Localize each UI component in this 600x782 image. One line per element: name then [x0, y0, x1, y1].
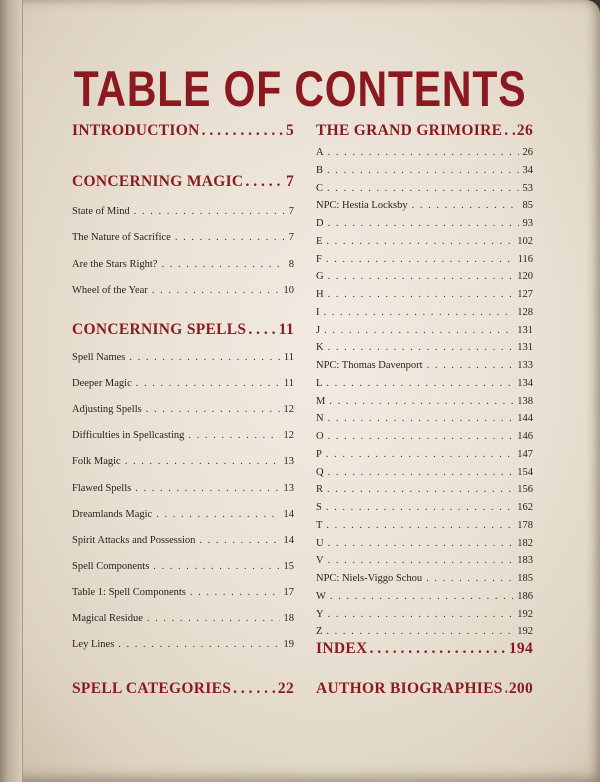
toc-entry-page-number: 13 — [283, 482, 294, 494]
toc-entry-leader-dots — [326, 236, 513, 247]
toc-entry-label: B — [316, 164, 324, 176]
toc-entry-label: N — [316, 413, 324, 425]
toc-entry[interactable] — [316, 467, 533, 478]
toc-entry-leader-dots — [324, 307, 514, 318]
toc-entry-leader-dots — [146, 404, 280, 415]
toc-entry-leader-dots — [135, 483, 279, 494]
toc-entry-label: Difficulties in Spellcasting — [72, 430, 185, 442]
toc-entry-label: S — [316, 502, 322, 513]
toc-entry[interactable] — [72, 587, 294, 598]
toc-entry-label: Adjusting Spells — [72, 404, 142, 416]
toc-entry-label: Deeper Magic — [72, 378, 132, 390]
toc-entry-label: D — [316, 218, 324, 229]
toc-entry-label: Y — [316, 608, 324, 620]
toc-entry[interactable] — [72, 535, 294, 546]
toc-entry-page-number: 131 — [517, 324, 533, 336]
toc-entry-label: Flawed Spells — [72, 482, 132, 494]
toc-entry-label: K — [316, 342, 324, 354]
toc-entry-page-number: 11 — [283, 378, 294, 390]
toc-entry[interactable] — [316, 307, 533, 318]
toc-entry-page-number: 162 — [517, 502, 533, 513]
toc-entry-leader-dots — [328, 555, 514, 566]
toc-entry-label: NPC: Hestia Locksby — [316, 200, 408, 212]
toc-entry-leader-dots — [328, 609, 514, 620]
toc-entry-page-number: 12 — [283, 430, 294, 442]
toc-entry-page-number: 19 — [283, 639, 294, 651]
toc-entry-leader-dots — [328, 431, 514, 442]
toc-entry-label: Q — [316, 466, 324, 478]
toc-entry-label: T — [316, 519, 323, 531]
toc-entry-page-number: 127 — [517, 289, 533, 300]
toc-entry[interactable] — [72, 232, 294, 243]
page-spine-edge — [0, 0, 23, 782]
toc-entry[interactable] — [316, 555, 533, 566]
toc-entry[interactable] — [316, 147, 533, 158]
toc-entry[interactable] — [316, 289, 533, 300]
toc-entry-label: Dreamlands Magic — [72, 508, 153, 520]
toc-section-grand-grimoire[interactable]: THE GRAND GRIMOIRE . . . 26 — [316, 122, 533, 140]
toc-entry-leader-dots — [427, 360, 514, 371]
toc-entry-page-number: 134 — [517, 377, 533, 389]
toc-section-spell-categories[interactable]: SPELL CATEGORIES . . . 22 — [72, 680, 294, 698]
toc-entry[interactable] — [316, 378, 533, 389]
toc-entry[interactable] — [72, 639, 294, 650]
toc-entry-label: NPC: Thomas Davenport — [316, 360, 423, 371]
toc-entry-leader-dots — [161, 259, 284, 270]
toc-entry-label: R — [316, 484, 324, 496]
toc-entry-leader-dots — [152, 285, 280, 296]
toc-entry-page-number: 26 — [522, 147, 533, 158]
toc-entry-page-number: 192 — [517, 608, 533, 620]
toc-entry-page-number: 147 — [517, 448, 533, 460]
toc-entry-page-number: 186 — [517, 590, 533, 602]
toc-entry[interactable] — [316, 413, 533, 424]
toc-entry-label: F — [316, 253, 322, 265]
toc-entry-page-number: 17 — [283, 586, 294, 598]
toc-entry-label: Wheel of the Year — [72, 284, 148, 296]
toc-entry[interactable] — [72, 430, 294, 441]
toc-entry[interactable] — [316, 573, 533, 584]
toc-entry-leader-dots — [129, 352, 280, 363]
toc-entry-label: Z — [316, 626, 323, 638]
toc-entry[interactable] — [72, 378, 294, 389]
toc-entry[interactable] — [72, 352, 294, 363]
toc-entry-label: W — [316, 590, 326, 602]
toc-entry-leader-dots — [125, 456, 280, 467]
toc-entry-leader-dots — [190, 587, 280, 598]
toc-entry-leader-dots — [118, 639, 279, 650]
toc-entry[interactable] — [316, 218, 533, 229]
toc-entry[interactable] — [316, 484, 533, 495]
toc-entry-label: V — [316, 555, 324, 567]
toc-entry-label: Spirit Attacks and Possession — [72, 534, 196, 546]
toc-entry-label: G — [316, 271, 324, 283]
toc-entry-label: I — [316, 306, 320, 318]
toc-entry[interactable] — [72, 509, 294, 520]
toc-entry-page-number: 116 — [517, 253, 533, 265]
toc-entry[interactable] — [316, 165, 533, 176]
toc-entry-label: C — [316, 182, 324, 194]
toc-entry[interactable] — [72, 613, 294, 624]
toc-entry-leader-dots — [326, 254, 514, 265]
toc-entry-leader-dots — [412, 200, 519, 211]
toc-entry-page-number: 185 — [517, 573, 533, 584]
toc-entry-label: The Nature of Sacrifice — [72, 232, 171, 244]
toc-entry-page-number: 53 — [522, 182, 533, 194]
toc-entry-leader-dots — [326, 378, 513, 389]
toc-entry-label: Magical Residue — [72, 613, 143, 624]
toc-entry-page-number: 183 — [517, 555, 533, 567]
toc-entry-leader-dots — [329, 396, 513, 407]
toc-entry-leader-dots — [326, 520, 513, 531]
toc-entry-page-number: 144 — [517, 413, 533, 425]
toc-entry-page-number: 138 — [517, 395, 533, 407]
toc-entry-page-number: 156 — [517, 484, 533, 496]
toc-entry-label: Spell Names — [72, 352, 126, 363]
toc-section-index[interactable]: INDEX . . . 194 — [316, 640, 533, 658]
toc-section-author-biographies[interactable]: AUTHOR BIOGRAPHIES . . . 200 — [316, 680, 533, 698]
toc-entry-label: Ley Lines — [72, 639, 115, 651]
toc-entry-leader-dots — [324, 325, 513, 336]
toc-entry-page-number: 133 — [517, 360, 533, 371]
toc-entry-label: U — [316, 537, 324, 549]
toc-entry-page-number: 85 — [522, 200, 533, 212]
toc-entry-page-number: 14 — [283, 508, 294, 520]
toc-entry-label: L — [316, 377, 323, 389]
toc-entry[interactable] — [316, 325, 533, 336]
toc-left-column — [72, 122, 294, 712]
toc-entry[interactable] — [316, 200, 533, 211]
toc-entry-page-number: 13 — [283, 456, 294, 468]
toc-entry-page-number: 178 — [517, 519, 533, 531]
toc-entry-page-number: 154 — [517, 466, 533, 478]
toc-entry[interactable] — [72, 285, 294, 296]
toc-entry-leader-dots — [328, 413, 514, 424]
toc-entry-leader-dots — [134, 206, 285, 217]
toc-entry[interactable] — [72, 206, 294, 217]
toc-entry-page-number: 128 — [517, 306, 533, 318]
toc-entry-page-number: 192 — [517, 626, 533, 638]
toc-entry[interactable] — [316, 271, 533, 282]
toc-entry[interactable] — [316, 626, 533, 637]
toc-entry-page-number: 12 — [283, 404, 294, 416]
toc-entry-leader-dots — [328, 271, 514, 282]
toc-entry[interactable] — [72, 483, 294, 494]
toc-entry-page-number: 131 — [517, 342, 533, 354]
toc-entry[interactable] — [316, 449, 533, 460]
toc-entry-label: Are the Stars Right? — [72, 258, 158, 270]
toc-entry[interactable] — [316, 538, 533, 549]
toc-entry-page-number: 102 — [517, 235, 533, 247]
toc-entry[interactable] — [72, 404, 294, 415]
toc-entry[interactable] — [316, 609, 533, 620]
toc-entry-leader-dots — [328, 467, 514, 478]
toc-entry[interactable] — [316, 502, 533, 513]
toc-entry[interactable] — [316, 236, 533, 247]
toc-right-column — [316, 122, 533, 712]
toc-entry-leader-dots — [330, 591, 513, 602]
toc-entry-leader-dots — [328, 218, 519, 229]
toc-entry-leader-dots — [426, 573, 513, 584]
toc-entry-leader-dots — [326, 449, 513, 460]
toc-entry-leader-dots — [153, 561, 279, 572]
toc-entry-leader-dots — [199, 535, 279, 546]
toc-entry-page-number: 146 — [517, 431, 533, 442]
toc-entry-leader-dots — [327, 183, 518, 194]
toc-entry[interactable] — [72, 456, 294, 467]
toc-entry-label: Spell Components — [72, 560, 150, 572]
toc-entry-leader-dots — [328, 342, 514, 353]
toc-entry-page-number: 8 — [288, 258, 294, 270]
toc-entry-page-number: 182 — [517, 537, 533, 549]
toc-entry[interactable] — [316, 254, 533, 265]
toc-entry-leader-dots — [326, 502, 513, 513]
toc-entry-page-number: 14 — [283, 534, 294, 546]
toc-entry-leader-dots — [188, 430, 279, 441]
toc-entry-leader-dots — [328, 289, 514, 300]
toc-entry-label: Table 1: Spell Components — [72, 586, 186, 598]
toc-entry-leader-dots — [327, 484, 513, 495]
toc-entry-label: NPC: Niels-Viggo Schou — [316, 573, 423, 584]
page-title: TABLE OF CONTENTS — [73, 61, 527, 117]
toc-entry-leader-dots — [136, 378, 280, 389]
toc-entry-leader-dots — [326, 626, 513, 637]
toc-entry-label: P — [316, 448, 322, 460]
toc-entry[interactable] — [72, 561, 294, 572]
toc-entry-leader-dots — [175, 232, 285, 243]
toc-entry-page-number: 7 — [288, 232, 294, 244]
toc-entry-label: Folk Magic — [72, 456, 121, 468]
toc-entry-leader-dots — [328, 147, 519, 158]
toc-entry-page-number: 93 — [522, 218, 533, 229]
toc-entry-page-number: 7 — [288, 206, 294, 217]
toc-entry-label: State of Mind — [72, 206, 130, 217]
toc-section-concerning-magic[interactable]: CONCERNING MAGIC . . . 7 — [72, 173, 294, 191]
toc-section-introduction[interactable]: INTRODUCTION . . . 5 — [72, 122, 294, 140]
toc-entry-leader-dots — [147, 613, 280, 624]
toc-entry-label: M — [316, 395, 326, 407]
toc-entry[interactable] — [72, 259, 294, 270]
toc-entry-leader-dots — [327, 165, 518, 176]
toc-entry-page-number: 120 — [517, 271, 533, 283]
toc-entry-page-number: 34 — [522, 164, 533, 176]
toc-entry[interactable] — [316, 183, 533, 194]
toc-entry[interactable] — [316, 591, 533, 602]
toc-entry-page-number: 18 — [283, 613, 294, 624]
toc-entry-label: E — [316, 235, 323, 247]
toc-entry-label: H — [316, 289, 324, 300]
toc-entry[interactable] — [316, 360, 533, 371]
toc-entry[interactable] — [316, 342, 533, 353]
toc-section-concerning-spells[interactable]: CONCERNING SPELLS . . . 11 — [72, 321, 294, 339]
toc-entry-page-number: 11 — [283, 352, 294, 363]
toc-entry-label: A — [316, 147, 324, 158]
toc-entry-label: O — [316, 431, 324, 442]
toc-entry[interactable] — [316, 396, 533, 407]
toc-entry[interactable] — [316, 520, 533, 531]
toc-entry-leader-dots — [328, 538, 514, 549]
toc-entry-page-number: 15 — [283, 560, 294, 572]
toc-entry-label: J — [316, 324, 321, 336]
toc-entry-leader-dots — [156, 509, 279, 520]
toc-entry[interactable] — [316, 431, 533, 442]
toc-entry-page-number: 10 — [283, 284, 294, 296]
